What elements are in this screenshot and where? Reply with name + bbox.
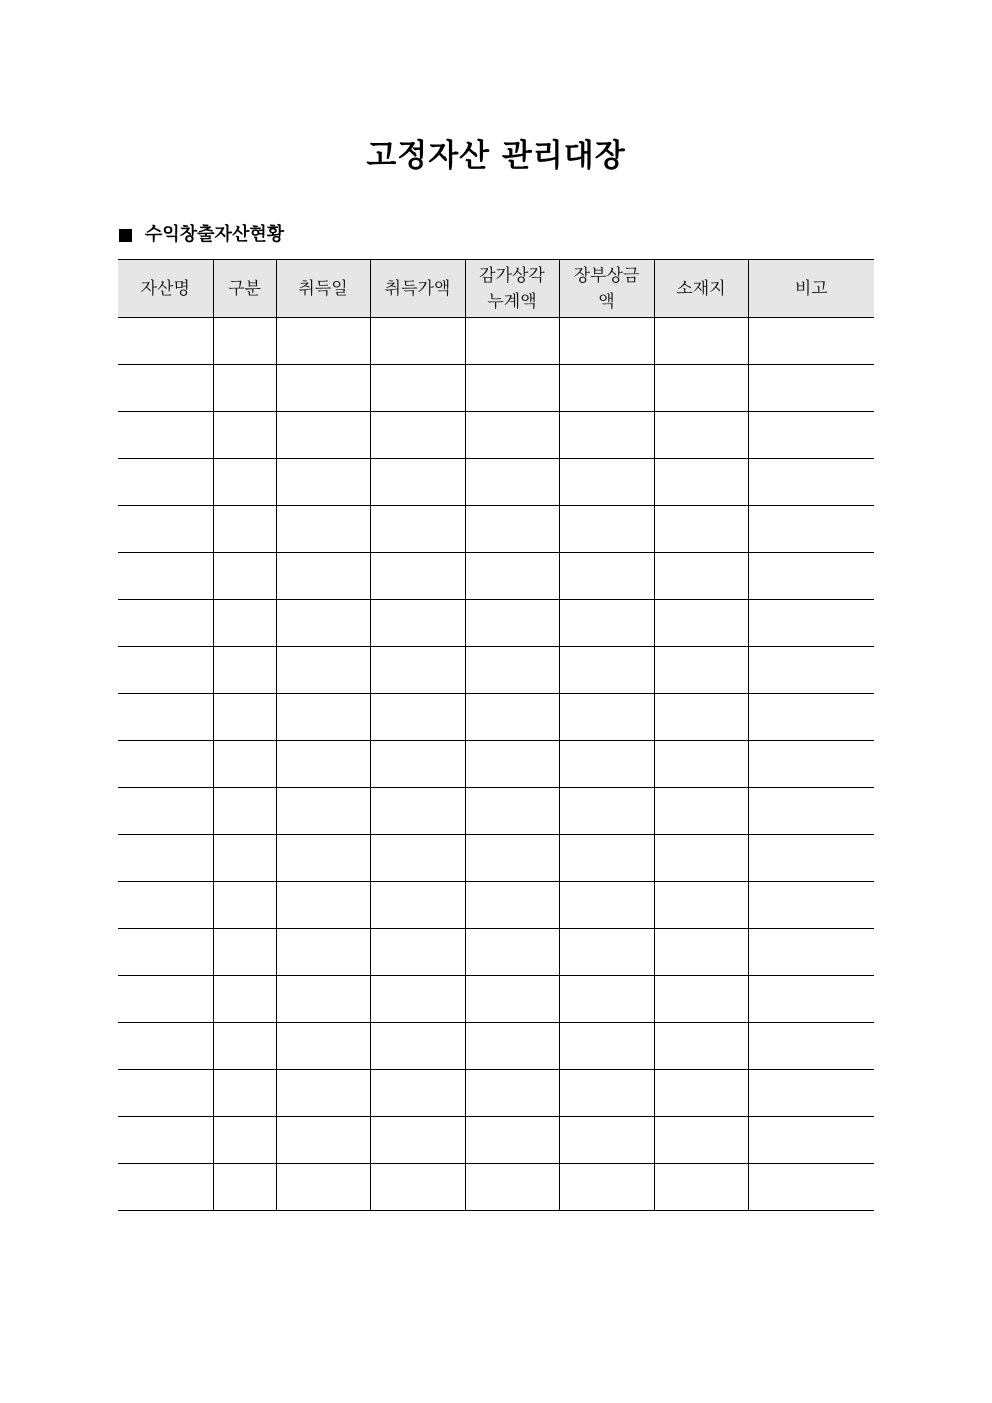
table-cell[interactable] <box>276 459 370 506</box>
table-cell[interactable] <box>370 1023 465 1070</box>
table-cell[interactable] <box>654 788 748 835</box>
table-cell[interactable] <box>370 882 465 929</box>
table-cell[interactable] <box>213 1070 276 1117</box>
table-cell[interactable] <box>213 412 276 459</box>
table-cell[interactable] <box>370 459 465 506</box>
table-cell[interactable] <box>559 318 654 365</box>
column-header-remarks: 비고 <box>748 260 874 318</box>
table-cell[interactable] <box>276 1023 370 1070</box>
table-cell[interactable] <box>118 1117 213 1164</box>
table-cell[interactable] <box>276 1070 370 1117</box>
table-cell[interactable] <box>213 318 276 365</box>
table-cell[interactable] <box>559 412 654 459</box>
table-cell[interactable] <box>748 365 874 412</box>
table-cell[interactable] <box>276 318 370 365</box>
table-cell[interactable] <box>748 459 874 506</box>
table-cell[interactable] <box>654 365 748 412</box>
section-title: 수익창출자산현황 <box>145 224 285 245</box>
table-cell[interactable] <box>370 1070 465 1117</box>
table-cell[interactable] <box>276 788 370 835</box>
table-cell[interactable] <box>748 835 874 882</box>
table-cell[interactable] <box>559 882 654 929</box>
table-cell[interactable] <box>370 929 465 976</box>
table-cell[interactable] <box>465 318 559 365</box>
table-cell[interactable] <box>276 976 370 1023</box>
section-marker-square <box>119 229 132 242</box>
table-cell[interactable] <box>465 553 559 600</box>
table-cell[interactable] <box>276 553 370 600</box>
table-cell[interactable] <box>213 835 276 882</box>
table-cell[interactable] <box>118 741 213 788</box>
table-header-row <box>118 260 874 318</box>
table-cell[interactable] <box>276 741 370 788</box>
table-cell[interactable] <box>213 553 276 600</box>
table-cell[interactable] <box>370 1117 465 1164</box>
table-cell[interactable] <box>748 1117 874 1164</box>
column-header-book-value: 장부상금 액 <box>559 260 654 318</box>
table-cell[interactable] <box>748 412 874 459</box>
table-cell[interactable] <box>465 506 559 553</box>
section-heading <box>119 222 284 248</box>
table-cell[interactable] <box>276 506 370 553</box>
table-cell[interactable] <box>213 929 276 976</box>
table-cell[interactable] <box>118 647 213 694</box>
table-cell[interactable] <box>465 647 559 694</box>
table-cell[interactable] <box>118 459 213 506</box>
table-cell[interactable] <box>276 647 370 694</box>
table-cell[interactable] <box>370 1164 465 1211</box>
table-cell[interactable] <box>559 788 654 835</box>
table-cell[interactable] <box>213 976 276 1023</box>
column-header-asset-name: 자산명 <box>118 260 213 318</box>
table-cell[interactable] <box>118 835 213 882</box>
table-cell[interactable] <box>748 318 874 365</box>
table-cell[interactable] <box>748 788 874 835</box>
table-cell[interactable] <box>654 459 748 506</box>
table-cell[interactable] <box>276 600 370 647</box>
column-header-accumulated-depreciation: 감가상각 누계액 <box>465 260 559 318</box>
table-cell[interactable] <box>654 1164 748 1211</box>
table-cell[interactable] <box>370 835 465 882</box>
column-header-acquisition-date: 취득일 <box>276 260 370 318</box>
table-row <box>118 647 874 694</box>
table-cell[interactable] <box>370 600 465 647</box>
table-row <box>118 741 874 788</box>
table-cell[interactable] <box>465 694 559 741</box>
table-cell[interactable] <box>118 882 213 929</box>
table-cell[interactable] <box>465 1117 559 1164</box>
table-cell[interactable] <box>748 976 874 1023</box>
table-body <box>118 318 874 1211</box>
table-cell[interactable] <box>465 1023 559 1070</box>
table-cell[interactable] <box>559 1164 654 1211</box>
table-cell[interactable] <box>118 318 213 365</box>
table-cell[interactable] <box>213 741 276 788</box>
table-cell[interactable] <box>654 553 748 600</box>
table-cell[interactable] <box>465 600 559 647</box>
table-cell[interactable] <box>748 600 874 647</box>
table-cell[interactable] <box>465 459 559 506</box>
table-row <box>118 459 874 506</box>
table-cell[interactable] <box>370 976 465 1023</box>
table-cell[interactable] <box>213 788 276 835</box>
table-cell[interactable] <box>748 694 874 741</box>
table-cell[interactable] <box>118 600 213 647</box>
table-cell[interactable] <box>465 741 559 788</box>
table-cell[interactable] <box>118 553 213 600</box>
table-cell[interactable] <box>276 835 370 882</box>
table-cell[interactable] <box>465 788 559 835</box>
table-cell[interactable] <box>213 694 276 741</box>
table-cell[interactable] <box>559 976 654 1023</box>
table-row <box>118 318 874 365</box>
table-cell[interactable] <box>118 1023 213 1070</box>
table-cell[interactable] <box>276 1117 370 1164</box>
table-row <box>118 976 874 1023</box>
table-cell[interactable] <box>213 506 276 553</box>
table-cell[interactable] <box>654 1023 748 1070</box>
table-cell[interactable] <box>213 600 276 647</box>
table-row <box>118 835 874 882</box>
table-cell[interactable] <box>276 694 370 741</box>
table-cell[interactable] <box>370 788 465 835</box>
table-cell[interactable] <box>118 694 213 741</box>
column-header-location: 소재지 <box>654 260 748 318</box>
table-cell[interactable] <box>118 976 213 1023</box>
table-cell[interactable] <box>213 1117 276 1164</box>
table-cell[interactable] <box>559 459 654 506</box>
table-cell[interactable] <box>748 553 874 600</box>
table-cell[interactable] <box>370 412 465 459</box>
table-cell[interactable] <box>118 365 213 412</box>
table-cell[interactable] <box>370 741 465 788</box>
table-row <box>118 553 874 600</box>
table-cell[interactable] <box>213 365 276 412</box>
table-cell[interactable] <box>654 929 748 976</box>
table-cell[interactable] <box>559 694 654 741</box>
table-cell[interactable] <box>465 882 559 929</box>
table-cell[interactable] <box>118 1164 213 1211</box>
table-row <box>118 929 874 976</box>
table-cell[interactable] <box>213 1023 276 1070</box>
table-cell[interactable] <box>559 1023 654 1070</box>
table-row <box>118 506 874 553</box>
table-row <box>118 1117 874 1164</box>
table-cell[interactable] <box>748 1023 874 1070</box>
table-cell[interactable] <box>465 1070 559 1117</box>
table-cell[interactable] <box>559 1070 654 1117</box>
asset-ledger-table <box>118 259 874 1211</box>
column-header-acquisition-cost: 취득가액 <box>370 260 465 318</box>
table-cell[interactable] <box>654 506 748 553</box>
table-cell[interactable] <box>559 741 654 788</box>
table-cell[interactable] <box>748 882 874 929</box>
table-cell[interactable] <box>559 1117 654 1164</box>
table-cell[interactable] <box>370 365 465 412</box>
table-cell[interactable] <box>748 1070 874 1117</box>
table-cell[interactable] <box>213 459 276 506</box>
table-cell[interactable] <box>654 741 748 788</box>
table-cell[interactable] <box>654 600 748 647</box>
table-cell[interactable] <box>465 835 559 882</box>
table-cell[interactable] <box>654 882 748 929</box>
page-title: 고정자산 관리대장 <box>366 138 626 174</box>
table-cell[interactable] <box>559 600 654 647</box>
table-cell[interactable] <box>213 1164 276 1211</box>
table-cell[interactable] <box>370 318 465 365</box>
table-row <box>118 882 874 929</box>
table-cell[interactable] <box>559 929 654 976</box>
table-row <box>118 1070 874 1117</box>
table-cell[interactable] <box>118 788 213 835</box>
table-cell[interactable] <box>118 1070 213 1117</box>
table-cell[interactable] <box>654 318 748 365</box>
table-cell[interactable] <box>748 741 874 788</box>
table-row <box>118 1164 874 1211</box>
table-cell[interactable] <box>465 976 559 1023</box>
table-cell[interactable] <box>559 365 654 412</box>
table-row <box>118 412 874 459</box>
table-row <box>118 1023 874 1070</box>
table-row <box>118 788 874 835</box>
table-cell[interactable] <box>276 1164 370 1211</box>
table-cell[interactable] <box>654 976 748 1023</box>
table-cell[interactable] <box>559 647 654 694</box>
table-cell[interactable] <box>748 647 874 694</box>
column-header-category: 구분 <box>213 260 276 318</box>
table-cell[interactable] <box>465 365 559 412</box>
table-cell[interactable] <box>276 365 370 412</box>
table-cell[interactable] <box>748 1164 874 1211</box>
table-cell[interactable] <box>559 835 654 882</box>
table-cell[interactable] <box>370 694 465 741</box>
table-cell[interactable] <box>118 412 213 459</box>
table-row <box>118 694 874 741</box>
table-cell[interactable] <box>748 506 874 553</box>
table-cell[interactable] <box>654 647 748 694</box>
table-cell[interactable] <box>748 929 874 976</box>
table-cell[interactable] <box>213 647 276 694</box>
table-cell[interactable] <box>559 506 654 553</box>
table-cell[interactable] <box>370 506 465 553</box>
table-cell[interactable] <box>465 412 559 459</box>
table-cell[interactable] <box>654 412 748 459</box>
table-cell[interactable] <box>370 553 465 600</box>
table-cell[interactable] <box>213 882 276 929</box>
table-cell[interactable] <box>465 1164 559 1211</box>
table-cell[interactable] <box>654 835 748 882</box>
table-cell[interactable] <box>559 553 654 600</box>
table-cell[interactable] <box>370 647 465 694</box>
table-cell[interactable] <box>276 929 370 976</box>
table-row <box>118 600 874 647</box>
table-cell[interactable] <box>276 412 370 459</box>
table-cell[interactable] <box>654 694 748 741</box>
table-cell[interactable] <box>465 929 559 976</box>
table-cell[interactable] <box>654 1070 748 1117</box>
table-cell[interactable] <box>276 882 370 929</box>
table-cell[interactable] <box>118 506 213 553</box>
table-row <box>118 365 874 412</box>
table-cell[interactable] <box>118 929 213 976</box>
table-cell[interactable] <box>654 1117 748 1164</box>
